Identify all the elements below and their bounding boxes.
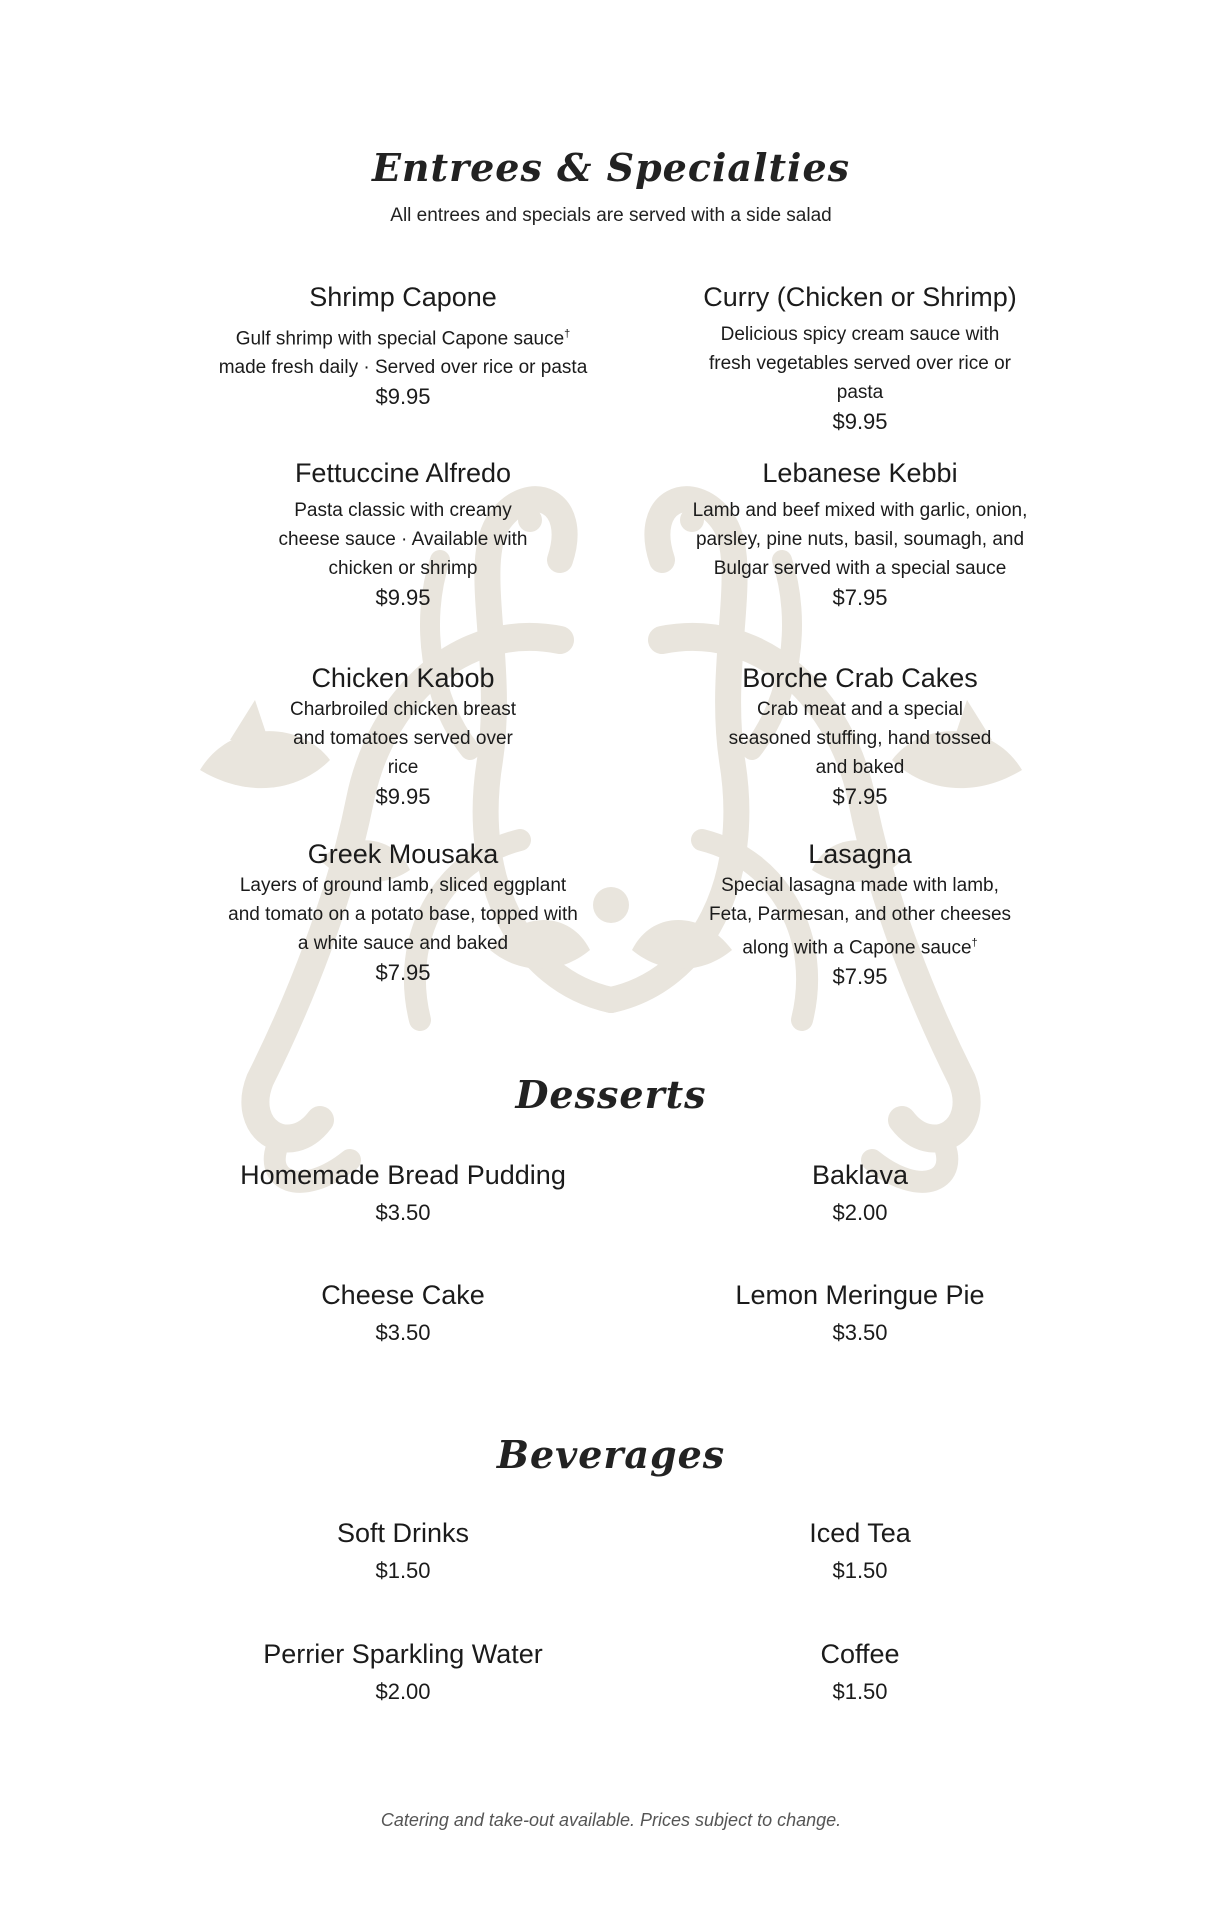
menu-item [660, 1637, 1060, 1707]
item-price: $9.95 [375, 784, 431, 809]
item-name: Fettuccine Alfredo [294, 458, 512, 488]
item-name: Lasagna [808, 839, 912, 869]
menu-item [660, 837, 1060, 992]
menu-item [660, 1278, 1060, 1348]
item-description: Layers of ground lamb, sliced eggplant and tomato on a potato base, topped with a white sauce and baked [228, 875, 578, 954]
item-price: $9.95 [832, 409, 888, 434]
item-name: Lebanese Kebbi [762, 458, 958, 488]
item-name: Shrimp Capone [309, 282, 497, 312]
menu-item [203, 837, 603, 988]
item-description: Crab meat and a special seasoned stuffing, hand tossed and baked [728, 699, 992, 778]
item-price: $9.95 [375, 384, 431, 410]
item-price: $3.50 [832, 1320, 888, 1345]
item-price: $2.00 [832, 1200, 888, 1225]
item-price: $7.95 [832, 964, 888, 990]
item-price: $1.50 [375, 1558, 431, 1583]
item-name: Cheese Cake [321, 1280, 485, 1310]
item-price: $3.50 [375, 1320, 431, 1345]
menu-item [660, 280, 1060, 437]
item-name: Greek Mousaka [307, 839, 499, 869]
item-name: Soft Drinks [336, 1518, 470, 1548]
item-description: Special lasagna made with lamb, Feta, Parmesan, and other cheeses along with a Capone sauce† [708, 875, 1012, 959]
entrees-section-title: Entrees & Specialties [371, 145, 851, 190]
menu-item [203, 456, 603, 613]
item-description: Charbroiled chicken breast and tomatoes served over rice [289, 699, 516, 778]
item-price: $7.95 [832, 784, 888, 809]
footer-note: Catering and take-out available. Prices subject to change. [380, 1810, 842, 1830]
item-price: $9.95 [375, 585, 431, 610]
menu-item [203, 280, 603, 412]
item-price: $7.95 [375, 960, 431, 985]
beverages-section-title: Beverages [496, 1432, 726, 1477]
item-price: $2.00 [375, 1679, 431, 1704]
menu-item [660, 1158, 1060, 1228]
menu-item [203, 1158, 603, 1228]
item-name: Homemade Bread Pudding [240, 1160, 566, 1190]
menu-item [203, 1516, 603, 1586]
menu-item [203, 1637, 603, 1707]
item-price: $3.50 [375, 1200, 431, 1225]
item-description: Delicious spicy cream sauce with fresh vegetables served over rice or pasta [708, 324, 1012, 403]
item-name: Baklava [811, 1160, 909, 1190]
item-name: Iced Tea [809, 1518, 911, 1548]
item-name: Curry (Chicken or Shrimp) [703, 282, 1017, 312]
menu-item [203, 661, 603, 812]
item-name: Lemon Meringue Pie [735, 1280, 985, 1310]
item-name: Coffee [820, 1639, 900, 1669]
item-name: Chicken Kabob [311, 663, 495, 693]
menu-item [660, 661, 1060, 812]
item-price: $1.50 [832, 1558, 888, 1583]
menu-item [660, 456, 1060, 613]
menu-item [203, 1278, 603, 1348]
item-name: Perrier Sparkling Water [263, 1639, 543, 1669]
menu-item [660, 1516, 1060, 1586]
item-description: Pasta classic with creamy cheese sauce · Available with chicken or shrimp [278, 500, 528, 579]
item-name: Borche Crab Cakes [742, 663, 978, 693]
item-description: Gulf shrimp with special Capone sauce† made fresh daily · Served over rice or pasta [218, 328, 588, 379]
desserts-section-title: Desserts [515, 1072, 707, 1117]
entrees-section-subtitle: All entrees and specials are served with a side salad [390, 205, 832, 226]
item-description: Lamb and beef mixed with garlic, onion, parsley, pine nuts, basil, soumagh, and Bulgar served with a special sauce [692, 500, 1028, 579]
item-price: $7.95 [832, 585, 888, 610]
item-price: $1.50 [832, 1679, 888, 1704]
